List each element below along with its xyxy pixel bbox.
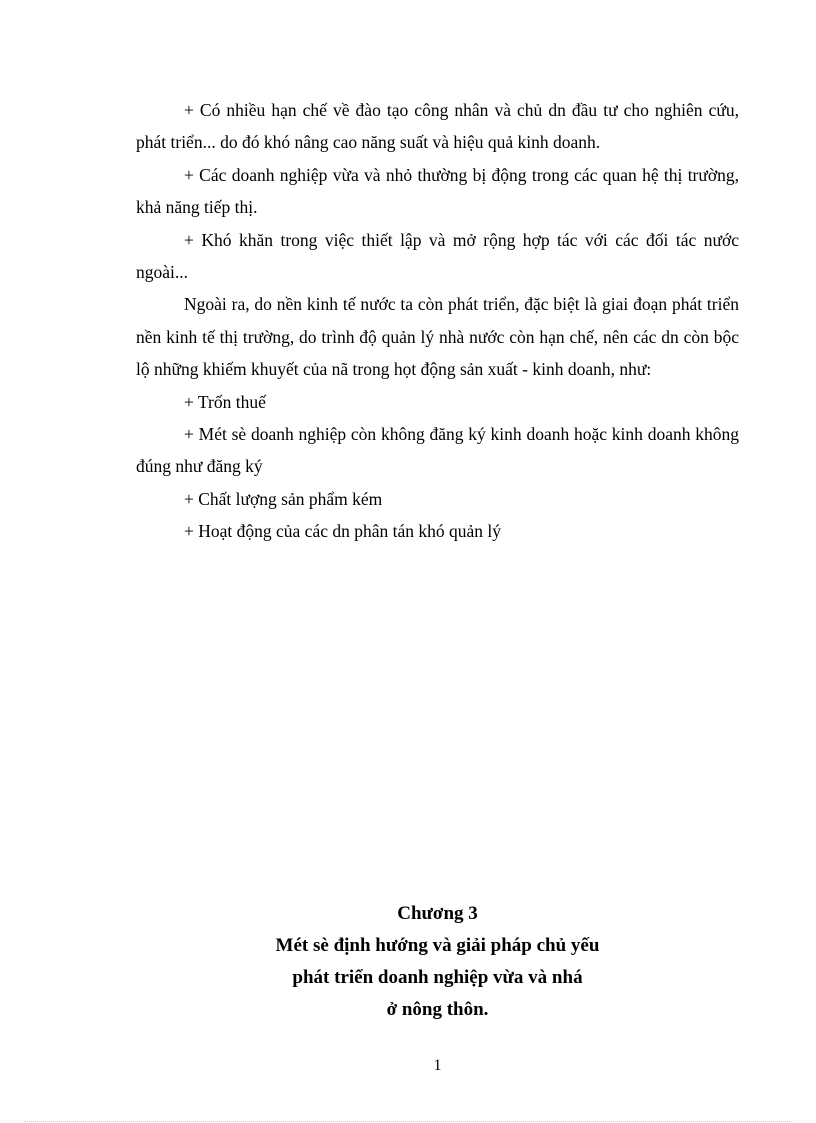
chapter-heading (136, 898, 739, 1026)
paragraph-market-passivity: + Các doanh nghiệp vừa và nhỏ thường bị động trong các quan hệ thị trường, khả năng tiếp thị. (136, 164, 739, 218)
paragraph-foreign-cooperation: + Khó khăn trong việc thiết lập và mở rộng hợp tác với các đối tác nước ngoài... (136, 229, 739, 283)
chapter-number: Chương 3 (397, 903, 478, 924)
page-bottom-divider (24, 1121, 792, 1122)
paragraph-tax-evasion: + Trốn thuế (184, 391, 266, 412)
paragraph-training-limits: + Có nhiều hạn chế về đào tạo công nhân và chủ dn đầu tư cho nghiên cứu, phát triển... do đó khó nâng cao năng suất và hiệu quả kinh doanh. (136, 100, 739, 153)
body-text (136, 94, 739, 548)
chapter-title-line-3: ở nông thôn. (386, 999, 489, 1020)
page-number: 1 (433, 1057, 442, 1074)
paragraph-unregistered-business: + Mét sè doanh nghiệp còn không đăng ký kinh doanh hoặc kinh doanh không đúng như đăng ký (136, 424, 739, 477)
paragraph-scattered-operations: + Hoạt động của các dn phân tán khó quản lý (184, 521, 501, 542)
chapter-title-line-1: Mét sè định hướng và giải pháp chủ yếu (275, 935, 600, 956)
paragraph-poor-quality: + Chất lượng sản phẩm kém (184, 488, 383, 509)
chapter-title-line-2: phát triển doanh nghiệp vừa và nhá (292, 967, 583, 988)
paragraph-shortcomings-intro: Ngoài ra, do nền kinh tế nước ta còn phát triển, đặc biệt là giai đoạn phát triển nền kinh tế thị trường, do trình độ quản lý nhà nước còn hạn chế, nên các dn còn bộc lộ những khiếm khuyết của nã trong họt động sản xuất - kinh doanh, như: (136, 294, 739, 380)
